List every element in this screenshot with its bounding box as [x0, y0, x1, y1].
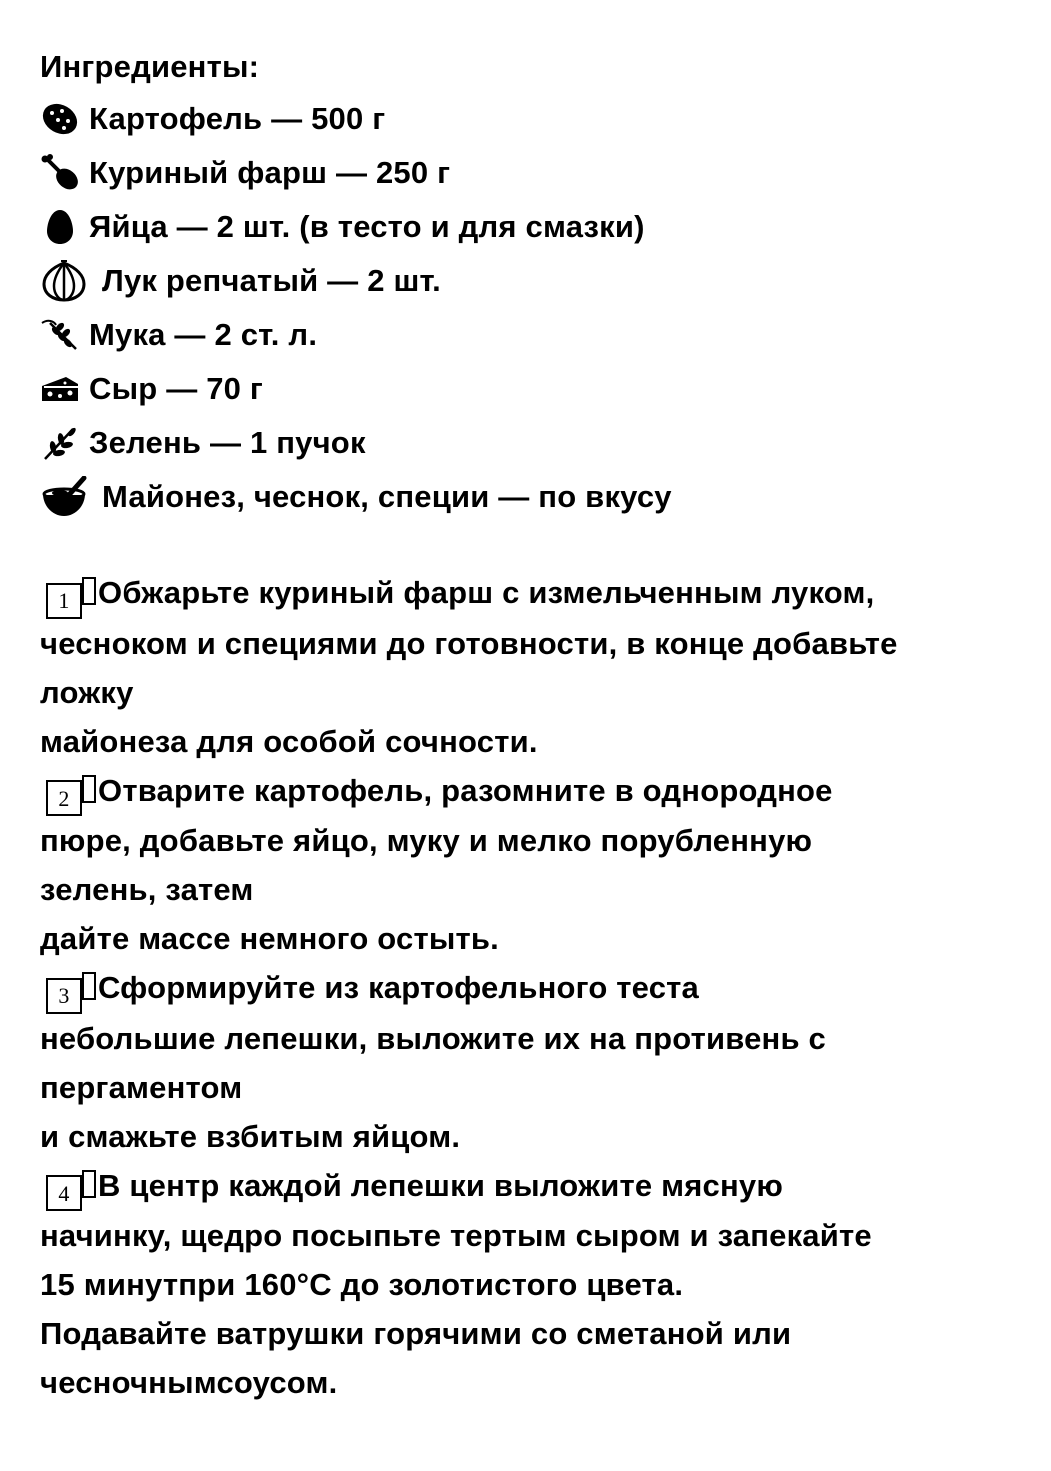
ingredient-item — [40, 92, 1030, 146]
ingredient-text: Зелень — 1 пучок — [89, 425, 366, 460]
section-spacer — [40, 524, 1030, 568]
ingredient-text: Куриный фарш — 250 г — [89, 155, 451, 190]
ingredient-item — [40, 200, 1030, 254]
ingredient-item — [40, 470, 1030, 524]
placeholder-box-icon — [82, 972, 96, 1000]
ingredients-heading: Ингредиенты: — [40, 49, 260, 84]
step-number-badge: 3 — [46, 978, 82, 1014]
ingredient-item — [40, 416, 1030, 470]
step-number-badge: 4 — [46, 1175, 82, 1211]
placeholder-box-icon — [82, 775, 96, 803]
onion-icon — [40, 261, 88, 301]
step-text: Отварите картофель, разомните в однородное пюре, добавьте яйцо, муку и мелко порубленную зелень, затем дайте массе немного остыть. — [40, 772, 833, 956]
ingredient-text: Майонез, чеснок, специи — по вкусу — [102, 479, 672, 514]
ingredient-text: Сыр — 70 г — [89, 371, 264, 406]
placeholder-box-icon — [82, 577, 96, 605]
ingredient-text: Яйца — 2 шт. (в тесто и для смазки) — [89, 209, 645, 244]
egg-icon — [40, 207, 80, 247]
step-text: Сформируйте из картофельного теста небольшие лепешки, выложите их на противень с пергаментом и смажьте взбитым яйцом. — [40, 970, 826, 1154]
ingredient-text: Картофель — 500 г — [89, 101, 386, 136]
ingredient-item — [40, 308, 1030, 362]
step-item — [40, 568, 1030, 766]
ingredient-item — [40, 362, 1030, 416]
mortar-bowl-icon — [40, 477, 88, 517]
wheat-icon — [40, 315, 80, 355]
step-text: Обжарьте куриный фарш с измельченным луком, чесноком и специями до готовности, в конце добавьте ложку майонеза для особой сочности. — [40, 575, 898, 759]
step-number-badge: 1 — [46, 583, 82, 619]
ingredient-item — [40, 254, 1030, 308]
serving-note-line: Подавайте ватрушки горячими со сметаной или — [40, 1316, 792, 1351]
step-text: В центр каждой лепешки выложите мясную начинку, щедро посыпьте тертым сыром и запекайте 15 минутпри 160°C до золотистого цвета. — [40, 1167, 872, 1302]
placeholder-box-icon — [82, 1170, 96, 1198]
step-item — [40, 766, 1030, 964]
serving-note-line: чесночнымсоусом. — [40, 1365, 338, 1400]
recipe-document — [40, 46, 1030, 1407]
ingredient-text: Мука — 2 ст. л. — [89, 317, 318, 352]
step-number-badge: 2 — [46, 780, 82, 816]
ingredient-item — [40, 146, 1030, 200]
cheese-icon — [40, 369, 80, 409]
potato-icon — [40, 99, 80, 139]
step-item — [40, 1161, 1030, 1310]
ingredient-text: Лук репчатый — 2 шт. — [102, 263, 441, 298]
step-item — [40, 963, 1030, 1161]
drumstick-icon — [40, 153, 80, 193]
herb-icon — [40, 423, 80, 463]
